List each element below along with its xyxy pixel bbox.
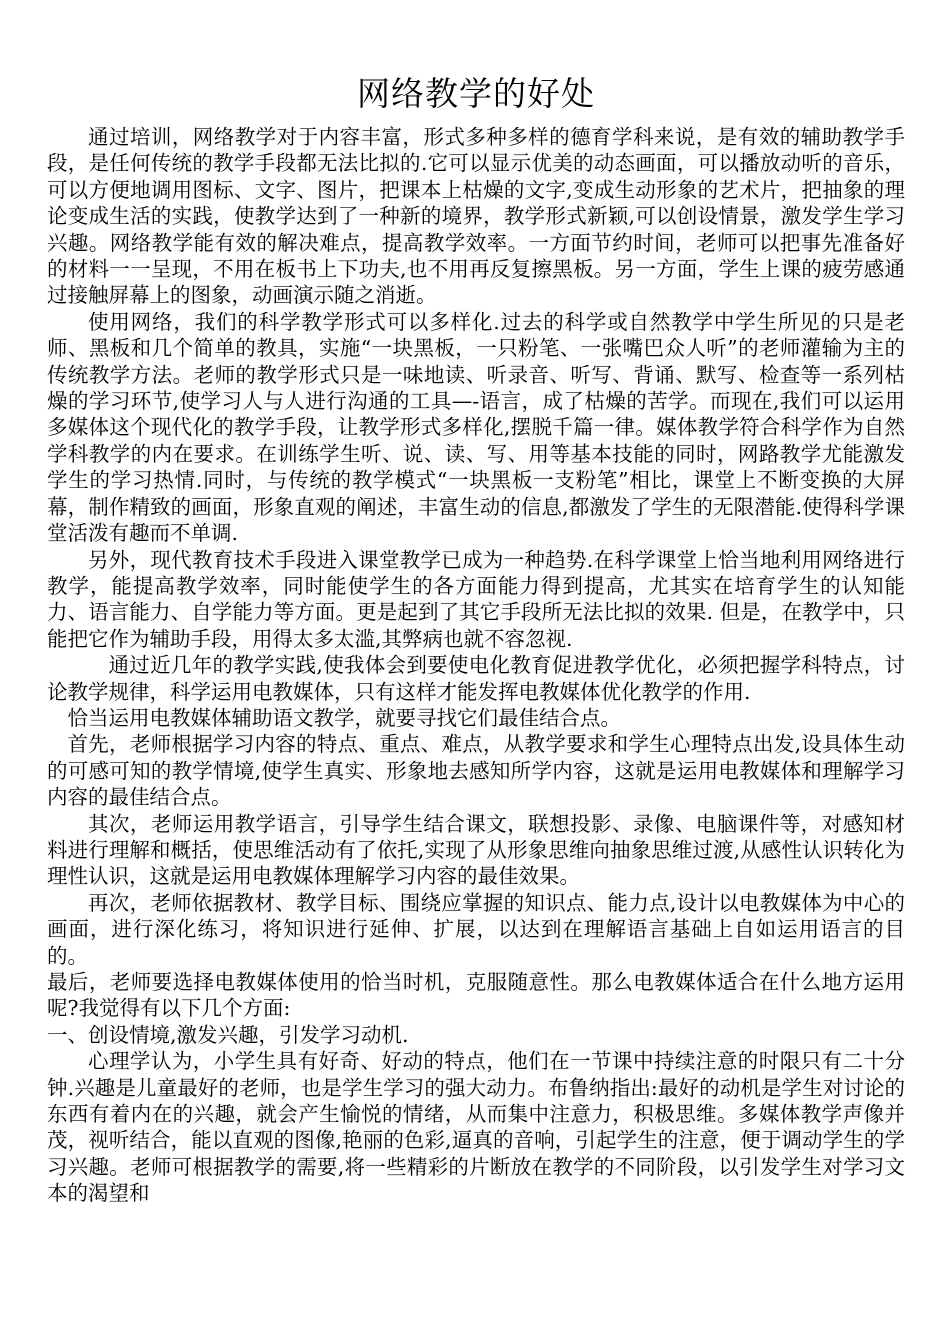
paragraph-training-benefits: 通过培训，网络教学对于内容丰富，形式多种多样的德育学科来说，是有效的辅助教学手段，是任何传统的教学手段都无法比拟的.它可以显示优美的动态画面，可以播放动听的音乐，可以方便地调用图标、文字、图片，把课本上枯燥的文字,变成生动形象的艺术片，把抽象的理论变成生活的实践，使教学达到了一种新的境界，教学形式新颖,可以创设情景，激发学生学习兴趣。网络教学能有效的解决难点，提高教学效率。一方面节约时间，老师可以把事先准备好的材料一一呈现，不用在板书上下功夫,也不用再反复擦黑板。另一方面，学生上课的疲劳感通过接触屏幕上的图象，动画演示随之消逝。 — [47, 125, 905, 308]
paragraph-finally: 最后，老师要选择电教媒体使用的恰当时机，克服随意性。那么电教媒体适合在什么地方运用呢?我觉得有以下几个方面: — [47, 970, 905, 1021]
paragraph-third-point: 再次，老师依据教材、教学目标、围绕应掌握的知识点、能力点,设计以电教媒体为中心的画面，进行深化练习，将知识进行延伸、扩展，以达到在理解语言基础上自如运用语言的目的。 — [47, 890, 905, 968]
paragraph-diverse-teaching: 使用网络，我们的科学教学形式可以多样化.过去的科学或自然教学中学生所见的只是老师、黑板和几个简单的教具，实施“一块黑板，一只粉笔、一张嘴巴众人听”的老师灌输为主的传统教学方法。老师的教学形式只是一味地读、听录音、听写、背诵、默写、检查等一系列枯燥的学习环节,使学习人与人进行沟通的工具—-语言，成了枯燥的苦学。而现在,我们可以运用多媒体这个现代化的教学手段，让教学形式多样化,摆脱千篇一律。媒体教学符合科学作为自然学科教学的内在要求。在训练学生听、说、读、写、用等基本技能的同时，网路教学尤能激发学生的学习热情.同时，与传统的教学模式“一块黑板一支粉笔”相比，课堂上不断变换的大屏幕，制作精致的画面，形象直观的阐述，丰富生动的信息,都激发了学生的无限潜能.使得科学课堂活泼有趣而不单调. — [47, 309, 905, 546]
document-page — [47, 70, 905, 1207]
paragraph-practice-experience: 通过近几年的教学实践,使我体会到要使电化教育促进教学优化，必须把握学科特点，讨论教学规律，科学运用电教媒体，只有这样才能发挥电教媒体优化教学的作用. — [47, 653, 905, 704]
section-heading-one: 一、创设情境,激发兴趣，引发学习动机. — [47, 1022, 409, 1047]
paragraph-second-point: 其次，老师运用教学语言，引导学生结合课文，联想投影、录像、电脑课件等，对感知材料进行理解和概括，使思维活动有了依托,实现了从形象思维向抽象思维过渡,从感性认识转化为理性认识，这就是运用电教媒体理解学习内容的最佳效果。 — [47, 811, 905, 889]
paragraph-first-point: 首先，老师根据学习内容的特点、重点、难点，从教学要求和学生心理特点出发,设具体生动的可感可知的教学情境,使学生真实、形象地去感知所学内容，这就是运用电教媒体和理解学习内容的最佳结合点。 — [47, 732, 905, 810]
document-title: 网络教学的好处 — [357, 74, 595, 113]
paragraph-psychology: 心理学认为，小学生具有好奇、好动的特点，他们在一节课中持续注意的时限只有二十分钟.兴趣是儿童最好的老师，也是学生学习的强大动力。布鲁纳指出:最好的动机是学生对讨论的东西有着内在的兴趣，就会产生愉悦的情绪，从而集中注意力，积极思维。多媒体教学声像并茂，视听结合，能以直观的图像,艳丽的色彩,逼真的音响，引起学生的注意，便于调动学生的学习兴趣。老师可根据教学的需要,将一些精彩的片断放在教学的不同阶段，以引发学生对学习文本的渴望和 — [47, 1049, 905, 1206]
paragraph-best-combination: 恰当运用电教媒体辅助语文教学，就要寻找它们最佳结合点。 — [67, 705, 621, 730]
paragraph-modern-technology: 另外，现代教育技术手段进入课堂教学已成为一种趋势.在科学课堂上恰当地利用网络进行教学，能提高教学效率，同时能使学生的各方面能力得到提高，尤其实在培育学生的认知能力、语言能力、自学能力等方面。更是起到了其它手段所无法比拟的效果. 但是，在教学中，只能把它作为辅助手段，用得太多太滥,其弊病也就不容忽视. — [47, 547, 905, 651]
